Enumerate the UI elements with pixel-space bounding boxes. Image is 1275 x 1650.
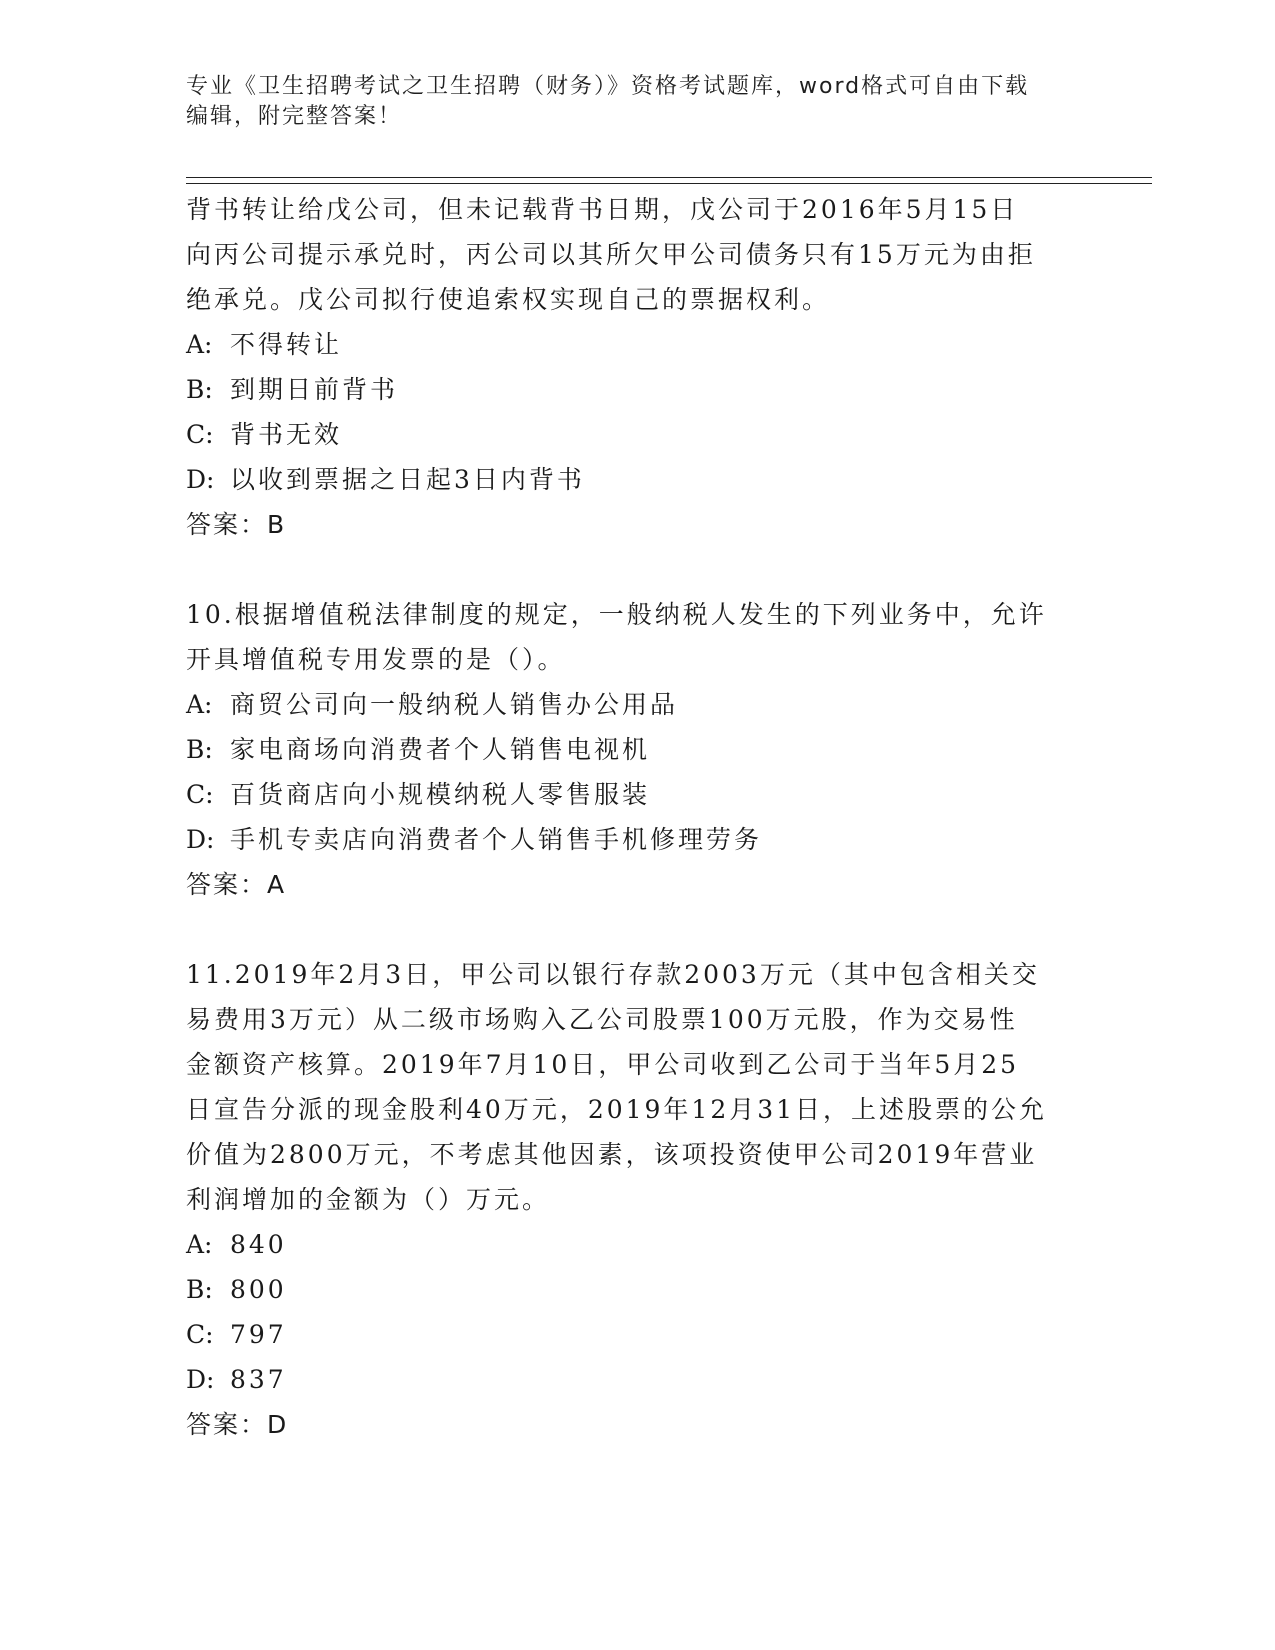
option-b	[186, 367, 1086, 412]
question-text-line: 向丙公司提示承兑时，丙公司以其所欠甲公司债务只有15万元为由拒	[186, 240, 1036, 269]
option-letter: D:	[186, 465, 215, 494]
question-text-line: 11.2019年2月3日，甲公司以银行存款2003万元（其中包含相关交	[186, 960, 1040, 989]
header-line-1: 专业《卫生招聘考试之卫生招聘（财务）》资格考试题库，word格式可自由下载	[186, 74, 1030, 99]
answer-line: 答案：D	[186, 1410, 289, 1439]
option-b	[186, 1267, 1086, 1312]
question-text-line: 开具增值税专用发票的是（）。	[186, 645, 566, 674]
option-letter: B:	[186, 1275, 213, 1304]
option-a	[186, 322, 1086, 367]
option-letter: D:	[186, 1365, 215, 1394]
option-c	[186, 1312, 1086, 1357]
option-text: 840	[230, 1230, 287, 1259]
option-text: 家电商场向消费者个人销售电视机	[230, 735, 651, 764]
option-letter: C:	[186, 780, 214, 809]
question-text-line: 绝承兑。戊公司拟行使追索权实现自己的票据权利。	[186, 285, 831, 314]
question-text-line: 背书转让给戊公司，但未记载背书日期，戊公司于2016年5月15日	[186, 195, 1019, 224]
answer-line: 答案：A	[186, 870, 287, 899]
option-letter: C:	[186, 420, 214, 449]
option-b	[186, 727, 1086, 772]
option-d	[186, 1357, 1086, 1402]
option-text: 背书无效	[230, 420, 343, 449]
option-text: 商贸公司向一般纳税人销售办公用品	[230, 690, 679, 719]
option-d	[186, 457, 1086, 502]
question-text-line: 价值为2800万元，不考虑其他因素，该项投资使甲公司2019年营业	[186, 1140, 1038, 1169]
option-letter: A:	[186, 1230, 213, 1259]
question-text-line: 10.根据增值税法律制度的规定，一般纳税人发生的下列业务中，允许	[186, 600, 1047, 629]
question-text-line: 易费用3万元）从二级市场购入乙公司股票100万元股，作为交易性	[186, 1005, 1018, 1034]
question-9	[186, 187, 1086, 547]
option-letter: B:	[186, 375, 213, 404]
option-text: 百货商店向小规模纳税人零售服装	[230, 780, 651, 809]
document-body	[186, 187, 1086, 1447]
answer-line: 答案：B	[186, 510, 287, 539]
option-letter: B:	[186, 735, 213, 764]
option-text: 797	[230, 1320, 287, 1349]
question-10	[186, 592, 1086, 907]
question-text-line: 日宣告分派的现金股利40万元，2019年12月31日，上述股票的公允	[186, 1095, 1048, 1124]
option-text: 800	[230, 1275, 287, 1304]
option-c	[186, 772, 1086, 817]
header-line-2: 编辑，附完整答案！	[186, 104, 403, 129]
header-rule-bottom	[186, 183, 1152, 184]
question-text-line: 利润增加的金额为（）万元。	[186, 1185, 551, 1214]
header-rule-top	[186, 177, 1152, 178]
option-text: 不得转让	[230, 330, 343, 359]
option-letter: C:	[186, 1320, 214, 1349]
option-a	[186, 682, 1086, 727]
option-c	[186, 412, 1086, 457]
option-text: 手机专卖店向消费者个人销售手机修理劳务	[230, 825, 763, 854]
option-letter: A:	[186, 330, 213, 359]
option-letter: A:	[186, 690, 213, 719]
option-text: 以收到票据之日起3日内背书	[230, 465, 585, 494]
page-header	[186, 72, 1066, 132]
question-11	[186, 952, 1086, 1447]
option-a	[186, 1222, 1086, 1267]
option-letter: D:	[186, 825, 215, 854]
question-text-line: 金额资产核算。2019年7月10日，甲公司收到乙公司于当年5月25	[186, 1050, 1020, 1079]
option-text: 到期日前背书	[230, 375, 399, 404]
option-d	[186, 817, 1086, 862]
option-text: 837	[230, 1365, 287, 1394]
